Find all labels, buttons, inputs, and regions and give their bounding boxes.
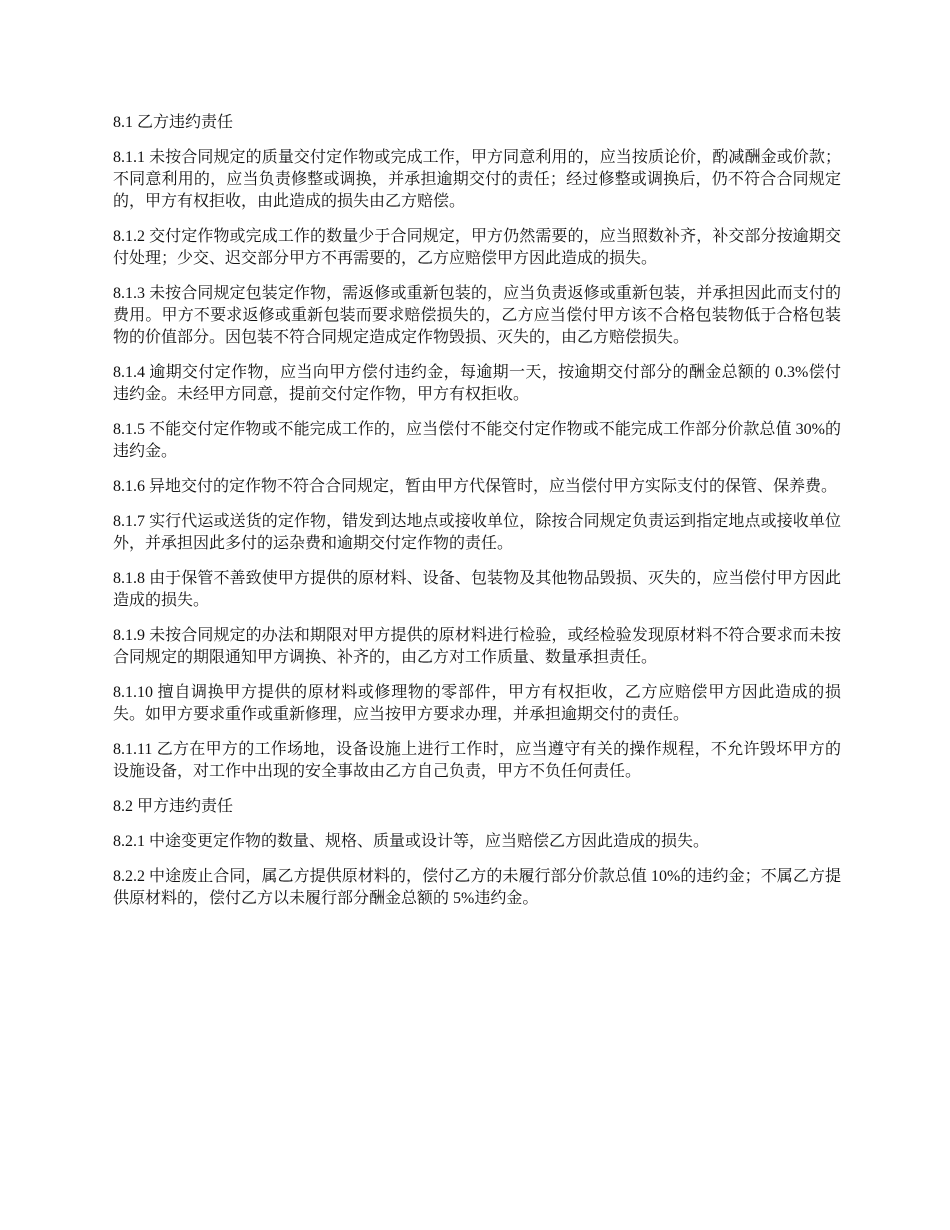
section-heading-8-2: 8.2 甲方违约责任 xyxy=(113,798,234,815)
document-body xyxy=(113,112,841,923)
clause-8-1-11: 8.1.11 乙方在甲方的工作场地，设备设施上进行工作时，应当遵守有关的操作规程，不允许毁坏甲方的设施设备，对工作中出现的安全事故由乙方自己负责，甲方不负任何责任。 xyxy=(113,741,841,780)
clause-8-1-6: 8.1.6 异地交付的定作物不符合合同规定，暂由甲方代保管时，应当偿付甲方实际支付的保管、保养费。 xyxy=(113,478,838,495)
clause-8-1-8: 8.1.8 由于保管不善致使甲方提供的原材料、设备、包装物及其他物品毁损、灭失的，应当偿付甲方因此造成的损失。 xyxy=(113,570,841,609)
clause-8-1-5: 8.1.5 不能交付定作物或不能完成工作的，应当偿付不能交付定作物或不能完成工作部分价款总值 30%的违约金。 xyxy=(113,421,841,460)
clause-8-1-4: 8.1.4 逾期交付定作物，应当向甲方偿付违约金，每逾期一天，按逾期交付部分的酬金总额的 0.3%偿付违约金。未经甲方同意，提前交付定作物，甲方有权拒收。 xyxy=(113,364,841,403)
clause-8-1-2: 8.1.2 交付定作物或完成工作的数量少于合同规定，甲方仍然需要的，应当照数补齐，补交部分按逾期交付处理；少交、迟交部分甲方不再需要的，乙方应赔偿甲方因此造成的损失。 xyxy=(113,228,841,267)
clause-8-1-3: 8.1.3 未按合同规定包装定作物，需返修或重新包装的，应当负责返修或重新包装，并承担因此而支付的费用。甲方不要求返修或重新包装而要求赔偿损失的，乙方应当偿付甲方该不合格包装物低于合格包装物的价值部分。因包装不符合同规定造成定作物毁损、灭失的，由乙方赔偿损失。 xyxy=(113,285,841,346)
clause-8-1-9: 8.1.9 未按合同规定的办法和期限对甲方提供的原材料进行检验，或经检验发现原材料不符合要求而未按合同规定的期限通知甲方调换、补齐的，由乙方对工作质量、数量承担责任。 xyxy=(113,627,841,666)
clause-8-1-10: 8.1.10 擅自调换甲方提供的原材料或修理物的零部件，甲方有权拒收，乙方应赔偿甲方因此造成的损失。如甲方要求重作或重新修理，应当按甲方要求办理，并承担逾期交付的责任。 xyxy=(113,684,841,723)
clause-8-2-2: 8.2.2 中途废止合同，属乙方提供原材料的，偿付乙方的未履行部分价款总值 10%的违约金；不属乙方提供原材料的，偿付乙方以未履行部分酬金总额的 5%违约金。 xyxy=(113,868,841,907)
clause-8-1-7: 8.1.7 实行代运或送货的定作物，错发到达地点或接收单位，除按合同规定负责运到指定地点或接收单位外，并承担因此多付的运杂费和逾期交付定作物的责任。 xyxy=(113,513,841,552)
clause-8-1-1: 8.1.1 未按合同规定的质量交付定作物或完成工作，甲方同意利用的，应当按质论价，酌减酬金或价款；不同意利用的，应当负责修整或调换，并承担逾期交付的责任；经过修整或调换后，仍不符合合同规定的，甲方有权拒收，由此造成的损失由乙方赔偿。 xyxy=(113,149,841,210)
section-heading-8-1: 8.1 乙方违约责任 xyxy=(113,114,234,131)
clause-8-2-1: 8.2.1 中途变更定作物的数量、规格、质量或设计等，应当赔偿乙方因此造成的损失。 xyxy=(113,833,710,850)
